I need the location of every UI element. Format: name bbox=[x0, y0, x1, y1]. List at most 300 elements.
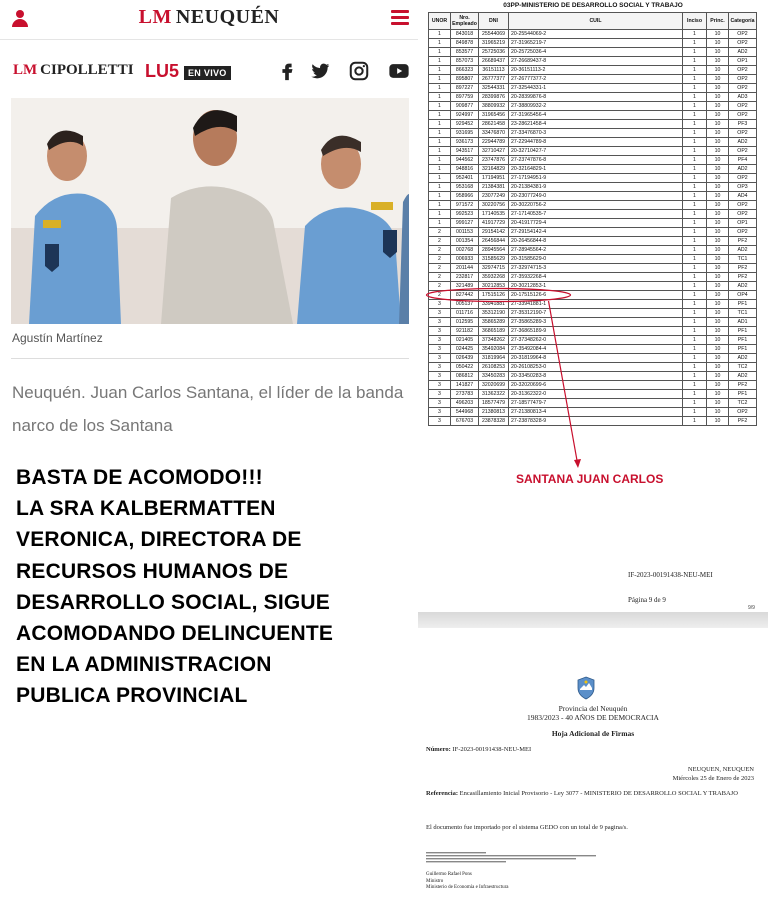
table-cell: 27-26777377-2 bbox=[509, 75, 683, 84]
table-cell: 31362322 bbox=[479, 390, 509, 399]
table-cell: 1 bbox=[683, 264, 707, 273]
table-cell: 3 bbox=[429, 417, 451, 426]
table-cell: AD3 bbox=[729, 93, 757, 102]
table-cell: 936173 bbox=[451, 138, 479, 147]
table-row bbox=[429, 183, 757, 192]
table-cell: 10 bbox=[707, 318, 729, 327]
province-name: Provincia del Neuquén bbox=[558, 704, 628, 713]
table-cell: 10 bbox=[707, 345, 729, 354]
table-cell: 1 bbox=[683, 165, 707, 174]
table-cell: 1 bbox=[683, 84, 707, 93]
table-cell: 10 bbox=[707, 327, 729, 336]
table-cell: 1 bbox=[429, 165, 451, 174]
article-photo-illustration bbox=[11, 98, 409, 324]
page-separator bbox=[418, 612, 768, 628]
column-header: Nro. Empleado bbox=[451, 13, 479, 30]
table-cell: 2 bbox=[429, 273, 451, 282]
table-cell: 544968 bbox=[451, 408, 479, 417]
table-cell: TC1 bbox=[729, 255, 757, 264]
table-cell: 27-35492084-4 bbox=[509, 345, 683, 354]
table-cell: OP4 bbox=[729, 291, 757, 300]
table-cell: 1 bbox=[683, 48, 707, 57]
table-cell: 20-32164829-1 bbox=[509, 165, 683, 174]
table-cell: 28621458 bbox=[479, 120, 509, 129]
table-cell: 38809932 bbox=[479, 102, 509, 111]
cipolletti-name: CIPOLLETTI bbox=[40, 62, 134, 78]
table-cell: 33941881 bbox=[479, 300, 509, 309]
table-cell: 10 bbox=[707, 183, 729, 192]
table-cell: 1 bbox=[429, 201, 451, 210]
table-cell: 26777377 bbox=[479, 75, 509, 84]
table-cell: 10 bbox=[707, 84, 729, 93]
twitter-icon[interactable] bbox=[309, 60, 331, 82]
table-cell: 1 bbox=[683, 246, 707, 255]
table-cell: 10 bbox=[707, 228, 729, 237]
table-cell: 27-38809932-2 bbox=[509, 102, 683, 111]
table-cell: 1 bbox=[429, 57, 451, 66]
table-row bbox=[429, 327, 757, 336]
column-header: Princ. bbox=[707, 13, 729, 30]
table-cell: 1 bbox=[683, 102, 707, 111]
table-cell: 1 bbox=[683, 111, 707, 120]
table-cell: 929452 bbox=[451, 120, 479, 129]
table-cell: 3 bbox=[429, 390, 451, 399]
table-cell: 026439 bbox=[451, 354, 479, 363]
table-row bbox=[429, 66, 757, 75]
table-cell: 1 bbox=[683, 57, 707, 66]
table-row bbox=[429, 408, 757, 417]
table-cell: 1 bbox=[429, 66, 451, 75]
table-cell: 1 bbox=[429, 183, 451, 192]
table-cell: 20-41917729-4 bbox=[509, 219, 683, 228]
table-cell: 857073 bbox=[451, 57, 479, 66]
table-cell: 20-28399876-8 bbox=[509, 93, 683, 102]
table-cell: 1 bbox=[429, 192, 451, 201]
table-cell: 10 bbox=[707, 93, 729, 102]
table-cell: 1 bbox=[683, 408, 707, 417]
table-cell: 27-36865189-9 bbox=[509, 327, 683, 336]
table-cell: 10 bbox=[707, 156, 729, 165]
table-row bbox=[429, 300, 757, 309]
table-row bbox=[429, 111, 757, 120]
table-cell: 1 bbox=[429, 156, 451, 165]
table-cell: PF1 bbox=[729, 345, 757, 354]
table-cell: 10 bbox=[707, 120, 729, 129]
table-cell: 20-23077249-0 bbox=[509, 192, 683, 201]
table-cell: 1 bbox=[429, 48, 451, 57]
table-row bbox=[429, 75, 757, 84]
table-cell: 3 bbox=[429, 336, 451, 345]
banner-line: DESARROLLO SOCIAL, SIGUE bbox=[16, 590, 330, 614]
banner-line: ACOMODANDO DELINCUENTE bbox=[16, 622, 334, 646]
table-cell: 32710427 bbox=[479, 147, 509, 156]
table-cell: 10 bbox=[707, 363, 729, 372]
table-row bbox=[429, 318, 757, 327]
table-row bbox=[429, 48, 757, 57]
table-cell: PF2 bbox=[729, 237, 757, 246]
table-cell: 1 bbox=[683, 273, 707, 282]
table-cell: 10 bbox=[707, 129, 729, 138]
banner-line: EN LA ADMINISTRACION bbox=[16, 653, 272, 677]
table-row bbox=[429, 219, 757, 228]
table-cell: 2 bbox=[429, 237, 451, 246]
table-cell: PF1 bbox=[729, 336, 757, 345]
table-cell: 27-35312190-7 bbox=[509, 309, 683, 318]
table-body bbox=[429, 30, 757, 426]
issue-place: NEUQUEN, NEUQUEN bbox=[687, 766, 754, 773]
table-cell: 10 bbox=[707, 291, 729, 300]
table-cell: 10 bbox=[707, 174, 729, 183]
table-cell: 31965219 bbox=[479, 39, 509, 48]
table-cell: 992523 bbox=[451, 210, 479, 219]
table-cell: 1 bbox=[683, 39, 707, 48]
table-cell: 23-28621458-4 bbox=[509, 120, 683, 129]
table-cell: AD2 bbox=[729, 372, 757, 381]
table-cell: 26108253 bbox=[479, 363, 509, 372]
table-row bbox=[429, 417, 757, 426]
table-cell: 1 bbox=[683, 345, 707, 354]
column-header: Inciso bbox=[683, 13, 707, 30]
table-cell: 33476870 bbox=[479, 129, 509, 138]
table-cell: TC2 bbox=[729, 363, 757, 372]
highlight-label: SANTANA JUAN CARLOS bbox=[516, 472, 664, 486]
table-row bbox=[429, 264, 757, 273]
logo-lm: LM bbox=[138, 6, 172, 28]
table-cell: 2 bbox=[429, 246, 451, 255]
table-cell: 10 bbox=[707, 138, 729, 147]
table-cell: 1 bbox=[683, 237, 707, 246]
table-cell: 27-33941881-1 bbox=[509, 300, 683, 309]
article-photo bbox=[11, 98, 409, 324]
table-cell: 1 bbox=[683, 183, 707, 192]
table-row bbox=[429, 363, 757, 372]
table-cell: 924997 bbox=[451, 111, 479, 120]
signature-sheet-document bbox=[418, 628, 768, 905]
table-cell: 10 bbox=[707, 300, 729, 309]
table-cell: OP2 bbox=[729, 408, 757, 417]
table-cell: 001354 bbox=[451, 237, 479, 246]
table-row bbox=[429, 381, 757, 390]
table-cell: 27-17140535-7 bbox=[509, 210, 683, 219]
table-cell: 3 bbox=[429, 381, 451, 390]
top-navigation-bar bbox=[0, 0, 418, 40]
table-cell: 23077249 bbox=[479, 192, 509, 201]
banner-line: PUBLICA PROVINCIAL bbox=[16, 684, 248, 708]
table-cell: 1 bbox=[429, 30, 451, 39]
table-cell: 3 bbox=[429, 372, 451, 381]
table-row bbox=[429, 282, 757, 291]
table-cell: 10 bbox=[707, 39, 729, 48]
table-cell: 10 bbox=[707, 111, 729, 120]
table-cell: 20-32020699-6 bbox=[509, 381, 683, 390]
table-cell: AD2 bbox=[729, 165, 757, 174]
table-cell: 10 bbox=[707, 201, 729, 210]
table-cell: 1 bbox=[683, 147, 707, 156]
table-cell: 958966 bbox=[451, 192, 479, 201]
table-cell: 1 bbox=[429, 120, 451, 129]
arrow-head-icon bbox=[574, 459, 581, 468]
table-cell: 27-32544331-1 bbox=[509, 84, 683, 93]
table-cell: 10 bbox=[707, 354, 729, 363]
table-cell: OP2 bbox=[729, 210, 757, 219]
page-number: Página 9 de 9 bbox=[628, 596, 666, 604]
table-cell: 3 bbox=[429, 354, 451, 363]
table-cell: 1 bbox=[683, 282, 707, 291]
table-cell: 18577479 bbox=[479, 399, 509, 408]
cipolletti-lm: LM bbox=[13, 62, 38, 78]
table-cell: 2 bbox=[429, 264, 451, 273]
table-cell: PF4 bbox=[729, 156, 757, 165]
table-cell: 10 bbox=[707, 309, 729, 318]
table-cell: 17515126 bbox=[479, 291, 509, 300]
column-header: Categoría bbox=[729, 13, 757, 30]
table-cell: 909877 bbox=[451, 102, 479, 111]
table-cell: 866323 bbox=[451, 66, 479, 75]
table-cell: 201144 bbox=[451, 264, 479, 273]
table-cell: PF1 bbox=[729, 390, 757, 399]
table-cell: AD4 bbox=[729, 192, 757, 201]
table-cell: 21380813 bbox=[479, 408, 509, 417]
table-cell: 1 bbox=[429, 111, 451, 120]
radio-logo[interactable]: LU5 bbox=[145, 61, 180, 81]
table-cell: TC1 bbox=[729, 309, 757, 318]
table-cell: 10 bbox=[707, 237, 729, 246]
table-cell: 141827 bbox=[451, 381, 479, 390]
table-cell: PF2 bbox=[729, 417, 757, 426]
table-cell: 10 bbox=[707, 390, 729, 399]
signer-ministry: Ministerio de Economía e Infraestructura bbox=[426, 885, 509, 890]
table-cell: 10 bbox=[707, 336, 729, 345]
table-cell: 1 bbox=[429, 84, 451, 93]
table-cell: 1 bbox=[683, 120, 707, 129]
signer-role: Ministro bbox=[426, 878, 444, 884]
table-cell: 35492084 bbox=[479, 345, 509, 354]
table-cell: 31819964 bbox=[479, 354, 509, 363]
table-cell: 853577 bbox=[451, 48, 479, 57]
table-cell: 1 bbox=[683, 75, 707, 84]
table-cell: 10 bbox=[707, 192, 729, 201]
table-cell: 1 bbox=[683, 363, 707, 372]
cipolletti-link[interactable] bbox=[13, 62, 134, 79]
table-cell: 086812 bbox=[451, 372, 479, 381]
caption-divider bbox=[11, 358, 409, 359]
table-cell: PF2 bbox=[729, 381, 757, 390]
table-cell: 011716 bbox=[451, 309, 479, 318]
table-cell: 35865289 bbox=[479, 318, 509, 327]
table-cell: 3 bbox=[429, 327, 451, 336]
table-cell: 827442 bbox=[451, 291, 479, 300]
table-cell: 27-32974715-3 bbox=[509, 264, 683, 273]
reference-label: Referencia: bbox=[426, 790, 459, 797]
table-cell: 31965456 bbox=[479, 111, 509, 120]
table-cell: 10 bbox=[707, 165, 729, 174]
table-cell: 10 bbox=[707, 219, 729, 228]
table-cell: 1 bbox=[429, 129, 451, 138]
table-cell: 17140535 bbox=[479, 210, 509, 219]
table-cell: 1 bbox=[429, 75, 451, 84]
table-cell: 3 bbox=[429, 408, 451, 417]
table-cell: TC2 bbox=[729, 399, 757, 408]
youtube-icon[interactable] bbox=[387, 60, 411, 82]
table-row bbox=[429, 102, 757, 111]
table-row bbox=[429, 273, 757, 282]
article-summary[interactable]: Neuquén. Juan Carlos Santana, el líder de la banda narco de los Santana bbox=[12, 383, 404, 435]
table-row bbox=[429, 228, 757, 237]
number-label: Número: bbox=[426, 746, 451, 753]
table-cell: OP2 bbox=[729, 129, 757, 138]
table-cell: 32020699 bbox=[479, 381, 509, 390]
facebook-icon[interactable] bbox=[276, 60, 298, 82]
table-row bbox=[429, 210, 757, 219]
table-cell: 1 bbox=[683, 309, 707, 318]
democracy-years: 1983/2023 - 40 AÑOS DE DEMOCRACIA bbox=[527, 713, 659, 722]
table-cell: 001153 bbox=[451, 228, 479, 237]
table-cell: 10 bbox=[707, 372, 729, 381]
table-row bbox=[429, 30, 757, 39]
table-cell: 20-36151113-2 bbox=[509, 66, 683, 75]
table-cell: 32164829 bbox=[479, 165, 509, 174]
table-cell: 1 bbox=[683, 255, 707, 264]
banner-line: RECURSOS HUMANOS DE bbox=[16, 559, 289, 583]
table-cell: 27-23878328-9 bbox=[509, 417, 683, 426]
number-value: IF-2023-00191438-NEU-MEI bbox=[452, 746, 532, 753]
table-cell: 20-31819964-8 bbox=[509, 354, 683, 363]
table-cell: 006933 bbox=[451, 255, 479, 264]
table-cell: 10 bbox=[707, 381, 729, 390]
table-cell: 25544069 bbox=[479, 30, 509, 39]
table-cell: 849878 bbox=[451, 39, 479, 48]
table-cell: 37348262 bbox=[479, 336, 509, 345]
table-row bbox=[429, 174, 757, 183]
table-row bbox=[429, 57, 757, 66]
table-row bbox=[429, 255, 757, 264]
table-cell: 1 bbox=[683, 327, 707, 336]
digital-signature-stamp bbox=[426, 851, 606, 865]
table-cell: 1 bbox=[683, 174, 707, 183]
logo-name: NEUQUÉN bbox=[175, 6, 280, 28]
table-cell: 26456844 bbox=[479, 237, 509, 246]
table-cell: 10 bbox=[707, 282, 729, 291]
table-cell: OP1 bbox=[729, 219, 757, 228]
table-cell: 10 bbox=[707, 75, 729, 84]
table-cell: 27-31965219-7 bbox=[509, 39, 683, 48]
table-cell: OP3 bbox=[729, 183, 757, 192]
table-row bbox=[429, 345, 757, 354]
table-cell: 10 bbox=[707, 30, 729, 39]
highlighted-table-row bbox=[429, 291, 757, 300]
table-cell: 1 bbox=[683, 93, 707, 102]
live-badge[interactable]: EN VIVO bbox=[184, 66, 231, 80]
table-cell: 10 bbox=[707, 408, 729, 417]
protest-banner-text bbox=[16, 462, 411, 712]
table-cell: 321489 bbox=[451, 282, 479, 291]
table-cell: 953168 bbox=[451, 183, 479, 192]
table-row bbox=[429, 93, 757, 102]
table-cell: 1 bbox=[683, 417, 707, 426]
table-cell: 1 bbox=[683, 291, 707, 300]
table-cell: 1 bbox=[683, 129, 707, 138]
table-title: 03PP-MINISTERIO DE DESARROLLO SOCIAL Y TRABAJO bbox=[503, 2, 683, 9]
table-cell: 273783 bbox=[451, 390, 479, 399]
table-cell: OP2 bbox=[729, 147, 757, 156]
table-cell: 676703 bbox=[451, 417, 479, 426]
table-row bbox=[429, 39, 757, 48]
signer-name: Guillermo Rafael Pons bbox=[426, 872, 472, 877]
table-row bbox=[429, 201, 757, 210]
table-cell: AD2 bbox=[729, 48, 757, 57]
table-cell: OP2 bbox=[729, 30, 757, 39]
table-cell: 1 bbox=[683, 156, 707, 165]
table-cell: 27-22944789-8 bbox=[509, 138, 683, 147]
table-cell: AD2 bbox=[729, 282, 757, 291]
table-cell: 050422 bbox=[451, 363, 479, 372]
table-cell: 25725036 bbox=[479, 48, 509, 57]
table-cell: AD2 bbox=[729, 354, 757, 363]
table-row bbox=[429, 156, 757, 165]
table-cell: 27-26689437-8 bbox=[509, 57, 683, 66]
table-header-row bbox=[429, 13, 757, 30]
table-cell: OP2 bbox=[729, 84, 757, 93]
table-cell: 1 bbox=[429, 39, 451, 48]
table-cell: 1 bbox=[683, 66, 707, 75]
table-cell: PF3 bbox=[729, 120, 757, 129]
table-row bbox=[429, 138, 757, 147]
table-cell: OP2 bbox=[729, 102, 757, 111]
table-cell: 20-30220756-2 bbox=[509, 201, 683, 210]
table-cell: 32974715 bbox=[479, 264, 509, 273]
table-cell: 27-23747876-8 bbox=[509, 156, 683, 165]
table-cell: 1 bbox=[429, 138, 451, 147]
table-cell: 28945564 bbox=[479, 246, 509, 255]
table-cell: 496203 bbox=[451, 399, 479, 408]
site-logo[interactable] bbox=[0, 6, 418, 29]
table-cell: 005137 bbox=[451, 300, 479, 309]
table-row bbox=[429, 399, 757, 408]
table-cell: 26689437 bbox=[479, 57, 509, 66]
table-cell: 27-18577479-7 bbox=[509, 399, 683, 408]
table-cell: 17194951 bbox=[479, 174, 509, 183]
table-cell: PF1 bbox=[729, 300, 757, 309]
table-cell: 20-17515126-6 bbox=[509, 291, 683, 300]
table-cell: 23878328 bbox=[479, 417, 509, 426]
table-cell: 20-31585629-0 bbox=[509, 255, 683, 264]
issue-date: Miércoles 25 de Enero de 2023 bbox=[672, 775, 754, 782]
table-cell: 20-33450283-8 bbox=[509, 372, 683, 381]
column-header: UNOR bbox=[429, 13, 451, 30]
table-cell: 27-35865289-3 bbox=[509, 318, 683, 327]
table-cell: 10 bbox=[707, 57, 729, 66]
gedo-note: El documento fue importado por el sistema GEDO con un total de 9 pagina/s. bbox=[426, 824, 628, 831]
table-row bbox=[429, 246, 757, 255]
instagram-icon[interactable] bbox=[348, 60, 370, 82]
table-cell: 3 bbox=[429, 345, 451, 354]
table-row bbox=[429, 309, 757, 318]
table-cell: 897759 bbox=[451, 93, 479, 102]
table-cell: 10 bbox=[707, 273, 729, 282]
table-cell: OP2 bbox=[729, 39, 757, 48]
table-cell: 10 bbox=[707, 399, 729, 408]
table-cell: PF2 bbox=[729, 273, 757, 282]
secondary-brand-bar bbox=[0, 50, 418, 94]
table-cell: OP1 bbox=[729, 57, 757, 66]
table-cell: 27-21380813-4 bbox=[509, 408, 683, 417]
employee-table-document bbox=[418, 0, 768, 612]
hamburger-menu-icon[interactable] bbox=[391, 10, 409, 26]
table-cell: 232817 bbox=[451, 273, 479, 282]
table-cell: 36151113 bbox=[479, 66, 509, 75]
column-header: CUIL bbox=[509, 13, 683, 30]
table-cell: OP2 bbox=[729, 111, 757, 120]
